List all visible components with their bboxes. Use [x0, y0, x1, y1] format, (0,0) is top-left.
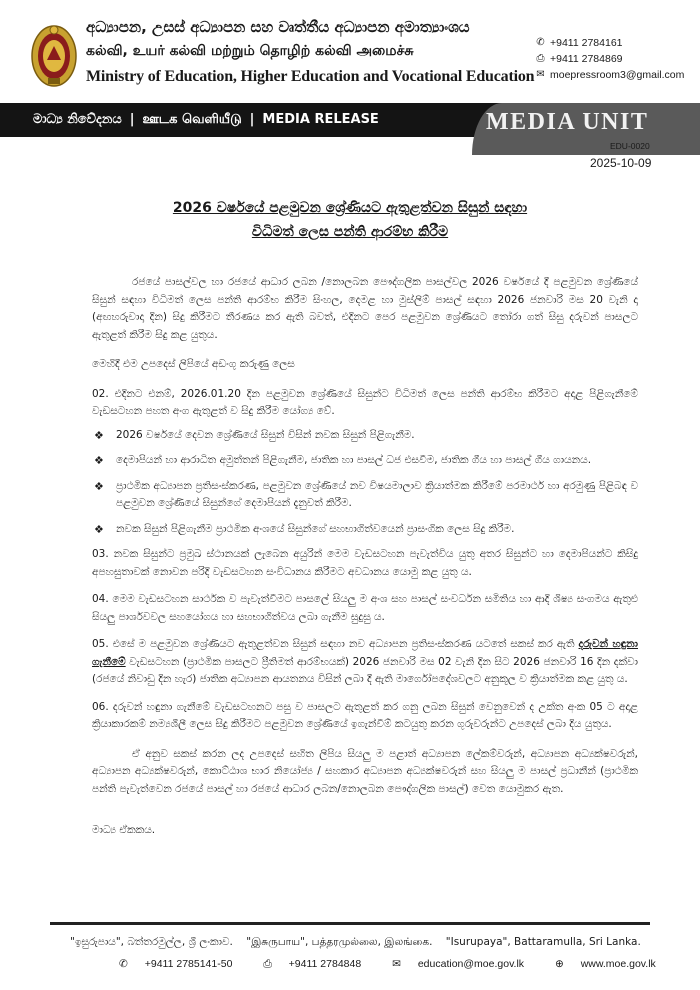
banner-tamil: ஊடக வெளியீடு	[142, 112, 242, 127]
header-contacts	[535, 35, 684, 83]
footer-web[interactable]: ⊕ www.moe.gov.lk	[554, 958, 656, 970]
email-icon: ✉	[392, 958, 401, 970]
paragraph-03: 03. නවක සිසුන්ට ප්‍රමුඛ ස්ථානයක් ලැබෙන අයුරින් මෙම වැඩසටහන පැවැත්විය යුතු අතර සිසුන්ට හා දෙමාපියන්ට කිසිදු අපහසුතාවක් නොවන පරිදි වැඩසටහන සංවිධානය කිරීමට අවධානය යොමු කළ යුතු ය.	[92, 548, 638, 578]
bullet-diamond-icon: ❖	[94, 522, 104, 536]
media-unit-label: MEDIA UNIT	[486, 109, 649, 135]
emblem-icon	[30, 22, 78, 88]
banner-divider: |	[129, 112, 135, 127]
media-unit-tab	[472, 103, 700, 155]
letterhead	[0, 0, 700, 100]
bullet-diamond-icon: ❖	[94, 454, 104, 467]
footer-fax: ⎙ +9411 2784848	[263, 958, 362, 970]
document-body	[92, 274, 638, 840]
paragraph-05: 05. එසේ ම පළමුවන ශ්‍රේණියට ඇතුළත්වන සිසුන් සඳහා නව අධ්‍යාපන ප්‍රතිසංස්කරණ යටතේ සකස් කර ඇති දරුවන් හඳුනා ගැනීමේ වැඩසටහන (ප්‍රාථමික පාසලට ප්‍රීතිමත් ආරම්භයක්) 2026 ජනවාරි මස 02 වැනි දින සිට 2026 ජනවාරි 16 දින දක්වා (රජයේ නිවාඩු දින හැර) ජාතික අධ්‍යාපන ආයතනය විසින් ලබා දී ඇති මාර්ගෝපදේශවලට අනුකූල ව ක්‍රියාත්මක කළ යුතු ය.	[92, 638, 638, 685]
list-item: ❖ දෙමාපියන් හා ආරාධිත අමුත්තන් පිළිගැනීම, ජාතික හා පාසල් ධජ එසවීම, ජාතික ගීය හා පාසල් ගීය ගායනය.	[92, 452, 638, 470]
ministry-name-english: Ministry of Education, Higher Education and Vocational Education	[86, 68, 535, 85]
footer-address: "ඉසුරුපාය", බත්තරමුල්ල, ශ්‍රී ලංකාව. "இசுருபாய", பத்தரமுல்லை, இலங்கை. "Isurupaya", Battaramulla, Sri Lanka.	[70, 936, 641, 948]
document-title	[70, 196, 630, 244]
title-line-2: විධිමත් ලෙස පන්ති ආරම්භ කිරීම	[251, 224, 449, 240]
fax-icon: ⎙	[536, 53, 545, 64]
signoff: මාධ්‍ය ඒකකය.	[92, 824, 156, 836]
header-fax: ⎙ +9411 2784869	[536, 53, 623, 65]
web-icon: ⊕	[554, 958, 564, 970]
title-line-1: 2026 වර්ෂයේ පළමුවන ශ්‍රේණියට ඇතුළත්වන සිසුන් සඳහා	[172, 200, 528, 216]
footer-phone: ✆ +9411 2785141-50	[119, 958, 233, 970]
footer-contacts	[105, 958, 656, 971]
underlined-term: දරුවන් හඳුනා ගැනීමේ	[92, 638, 638, 668]
banner-english: MEDIA RELEASE	[262, 112, 379, 127]
paragraph-closing: ඒ අනුව සකස් කරන ලද උපදෙස් සහිත ලිපිය සියලු ම පළාත් අධ්‍යාපන ලේකම්වරුන්, අධ්‍යාපන අධ්‍යක්ෂවරුන්, අධ්‍යාපන අධ්‍යක්ෂවරුන්, කොට්ඨාශ භාර නියෝජ්‍ය / සහකාර අධ්‍යාපන අධ්‍යක්ෂවරුන් සහ සියලු ම පාසල් ප්‍රධානීන් (ප්‍රාථමික පන්ති පැවැත්වෙන රජයේ පාසල් හා රජයේ ආධාර ලබන/නොලබන පෞද්ගලික පාසල්) වෙත යොමුකර ඇත.	[92, 747, 638, 795]
phone-icon: ✆	[536, 37, 545, 48]
ministry-name-sinhala: අධ්‍යාපන, උසස් අධ්‍යාපන සහ වෘත්තීය අධ්‍යාපන අමාත්‍යාංශය	[86, 18, 470, 36]
ministry-name-tamil: கல்வி, உயர் கல்வி மற்றும் தொழிற் கல்வி அமைச்சு	[86, 43, 414, 59]
email-icon: ✉	[536, 69, 545, 80]
banner-divider: |	[249, 112, 255, 127]
paragraph-02: 02. එදිනට එනම්, 2026.01.20 දින පළමුවන ශ්‍රේණියේ සිසුන්ට විධිමත් ලෙස පන්ති ආරම්භ කිරීමට අදාළ පිළිගැනීමේ වැඩසටහන පහත අංග ඇතුළත් ව සිදු කිරීම යෝග්‍ය වේ.	[92, 387, 638, 417]
paragraph-intro: රජයේ පාසල්වල හා රජයේ ආධාර ලබන /නොලබන පෞද්ගලික පාසල්වල 2026 වර්ෂයේ දී පළමුවන ශ්‍රේණියේ සිසුන් සඳහා විධිමත් ලෙස පන්ති ආරම්භ කිරීම සිංහල, දෙමළ හා මුස්ලිම් පාසල් සඳහා 2026 ජනවාරි මස 20 වැනි දා (අඟහරුවාදා දින) සිදු කිරීමට තීරණය කර ඇති බවත්, එදිනට පෙර පළමුවන ශ්‍රේණියට තෝරා ගත් සිසු දරුවන් පාසලට ඇතුළත් කිරීම සිදු කළ යුතුය.	[92, 276, 638, 341]
fax-icon: ⎙	[263, 958, 272, 970]
paragraph-note: මෙහිදී එම උපදෙස් ලිපියේ අඩංගු කරුණු ලෙස	[92, 358, 295, 370]
banner-sinhala: මාධ්‍ය නිවේදනය	[33, 112, 122, 127]
phone-icon: ✆	[119, 958, 128, 970]
list-item: ❖ ප්‍රාථමික අධ්‍යාපන ප්‍රතිසංස්කරණ, පළමුවන ශ්‍රේණියේ නව විෂයමාලාව ක්‍රියාත්මක කිරීමේ පරමාර්ථ හා අරමුණු පිළිබඳ ව පළමුවන ශ්‍රේණියේ සිසුන්ගේ දෙමාපියන් දැනුවත් කිරීම.	[94, 479, 638, 509]
list-item: ❖ 2026 වර්ෂයේ දෙවන ශ්‍රේණියේ සිසුන් විසින් නවක සිසුන් පිළිගැනීම.	[92, 427, 638, 445]
footer-divider	[50, 922, 650, 925]
paragraph-06: 06. දරුවන් හඳුනා ගැනීමේ වැඩසටහනට පසු ව පාසලට ඇතුළත් කර ගනු ලබන සිසුන් වෙනුවෙන් ද උක්ත අංක 05 ට අදාළ ක්‍රියාකාරකම් නම්‍යශීලී ලෙස සිදු කිරීමට පළමුවන ශ්‍රේණියේ ඉගැන්වීම් කටයුතු කරන ගුරුවරුන්ට උපදෙස් ලබා දිය යුතුය.	[92, 700, 638, 730]
footer-email[interactable]: ✉ education@moe.gov.lk	[392, 958, 525, 970]
bullet-diamond-icon: ❖	[94, 428, 104, 442]
list-item: ❖ නවක සිසුන් පිළිගැනීම ප්‍රාථමික අංශයේ සිසුන්ගේ සහභාගිත්වයෙන් ප්‍රාසංගික ලෙස සිදු කිරීම.	[92, 521, 638, 539]
reference-code: EDU-0020	[610, 141, 650, 151]
bullet-diamond-icon: ❖	[94, 479, 104, 493]
release-date: 2025-10-09	[590, 156, 652, 170]
bullet-list	[92, 427, 638, 539]
header-phone: ✆ +9411 2784161	[536, 37, 623, 49]
header-email[interactable]: ✉ moepressroom3@gmail.com	[536, 69, 685, 81]
paragraph-04: 04. මෙම වැඩසටහන සාර්ථක ව පැවැත්වීමට පාසලේ සියලු ම අංශ සහ පාසල් සංවර්ධන සමිතිය හා ආදි ශිෂ්‍ය සංගමය ඇතුළු සියලු පාර්ශවවල සහයෝගය හා සහභාගිත්වය ලබා ගැනීම සුදුසු ය.	[92, 593, 638, 623]
